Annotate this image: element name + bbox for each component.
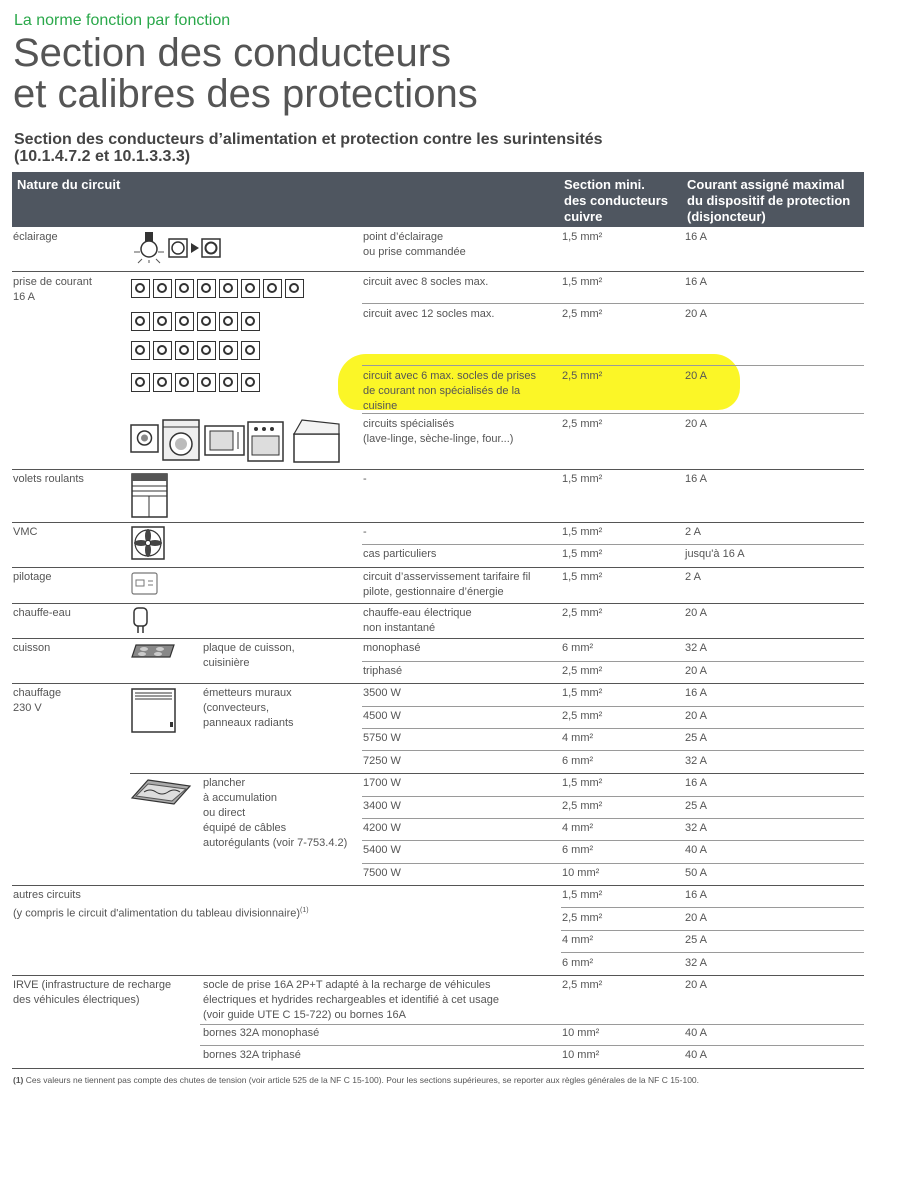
socket-icon bbox=[197, 373, 216, 392]
socket-icon bbox=[219, 373, 238, 392]
socket-icon bbox=[219, 279, 238, 298]
pilotage-circuit bbox=[363, 570, 531, 600]
pilotage-courant: 2 A bbox=[685, 571, 701, 583]
socket-icon bbox=[241, 341, 260, 360]
page-title-line1: Section des conducteurs bbox=[13, 31, 452, 75]
cuisson-r2-courant: 20 A bbox=[685, 665, 708, 677]
prise-r3-l3: cuisine bbox=[363, 400, 398, 412]
chauffage-b-3-p: 5400 W bbox=[363, 844, 401, 856]
chauffage-a-0-c: 16 A bbox=[685, 687, 708, 699]
socket-icon bbox=[153, 312, 172, 331]
pilotage-circuit-l1: circuit d’asservissement tarifaire fil bbox=[363, 571, 531, 583]
nature-prise-l1: prise de courant bbox=[13, 276, 92, 288]
socket-icon bbox=[131, 341, 150, 360]
nature-vmc: VMC bbox=[13, 526, 38, 538]
autres-2-c: 25 A bbox=[685, 934, 708, 946]
chauffage-a-3-s: 6 mm² bbox=[562, 755, 594, 767]
socket-icon bbox=[241, 312, 260, 331]
chauffage-b-1-c: 25 A bbox=[685, 800, 708, 812]
socket-icon bbox=[175, 341, 194, 360]
pilot-box-icon bbox=[131, 572, 159, 596]
vmc-r2-courant: jusqu'à 16 A bbox=[685, 548, 745, 560]
irve-r1-section: 2,5 mm² bbox=[562, 979, 603, 991]
prise-r3-l1: circuit avec 6 max. socles de prises bbox=[363, 370, 537, 382]
chauffage-b-0-c: 16 A bbox=[685, 777, 708, 789]
nature-chauffage bbox=[13, 686, 61, 716]
table-header bbox=[12, 172, 864, 227]
socket-icon bbox=[197, 341, 216, 360]
irve-r2-courant: 40 A bbox=[685, 1027, 708, 1039]
socket-icon bbox=[263, 279, 282, 298]
header-courant-l2: du dispositif de protection bbox=[687, 193, 851, 208]
socket-icon bbox=[131, 279, 150, 298]
chauffage-desc-a-l3: panneaux radiants bbox=[203, 717, 294, 729]
chauffage-b-2-p: 4200 W bbox=[363, 822, 401, 834]
chauffage-a-0-s: 1,5 mm² bbox=[562, 687, 603, 699]
cuisson-r2-circuit: triphasé bbox=[363, 665, 403, 677]
chauffage-desc-a-l1: émetteurs muraux bbox=[203, 687, 292, 699]
cuisson-r1-courant: 32 A bbox=[685, 642, 708, 654]
convector-icon bbox=[131, 688, 177, 734]
section-subtitle bbox=[14, 131, 603, 165]
nature-chauffage-l2: 230 V bbox=[13, 702, 42, 714]
chauffage-b-2-s: 4 mm² bbox=[562, 822, 594, 834]
chauffage-b-4-s: 10 mm² bbox=[562, 867, 600, 879]
cooker-icon bbox=[248, 422, 283, 461]
prise-r1-section: 1,5 mm² bbox=[562, 276, 603, 288]
prise-r4-l2: (lave-linge, sèche-linge, four...) bbox=[363, 433, 514, 445]
chauffage-b-4-c: 50 A bbox=[685, 867, 708, 879]
eclairage-circuit-l2: ou prise commandée bbox=[363, 246, 466, 258]
fan-icon bbox=[131, 526, 165, 560]
chauffage-a-3-p: 7250 W bbox=[363, 755, 401, 767]
prise-r4-circuit bbox=[363, 417, 513, 447]
socket-icon bbox=[131, 312, 150, 331]
cuisson-r1-circuit: monophasé bbox=[363, 642, 421, 654]
header-courant-l1: Courant assigné maximal bbox=[687, 177, 845, 192]
nature-irve-l1: IRVE (infrastructure de recharge bbox=[13, 979, 172, 991]
chauffage-a-2-s: 4 mm² bbox=[562, 732, 594, 744]
page-title-line2: et calibres des protections bbox=[13, 72, 478, 116]
prise-r2-section: 2,5 mm² bbox=[562, 308, 603, 320]
irve-r2-section: 10 mm² bbox=[562, 1027, 600, 1039]
page-title bbox=[13, 33, 478, 115]
cuisson-desc bbox=[203, 641, 295, 671]
vmc-r1-courant: 2 A bbox=[685, 526, 701, 538]
prise-r4-l1: circuits spécialisés bbox=[363, 418, 455, 430]
dryer-icon bbox=[163, 420, 199, 460]
header-courant bbox=[687, 177, 850, 225]
socket-icon bbox=[131, 373, 150, 392]
header-section-l3: cuivre bbox=[564, 209, 603, 224]
socket-icon bbox=[285, 279, 304, 298]
subtitle-line1: Section des conducteurs d’alimentation et protection contre les surintensités bbox=[14, 131, 603, 148]
socket-row-6 bbox=[131, 373, 263, 393]
chauffe-eau-section: 2,5 mm² bbox=[562, 607, 603, 619]
prise-r1-courant: 16 A bbox=[685, 276, 708, 288]
prise-r3-section: 2,5 mm² bbox=[562, 370, 603, 382]
nature-chauffage-l1: chauffage bbox=[13, 687, 62, 699]
chauffage-desc-b-l5: autorégulants (voir 7-753.4.2) bbox=[203, 837, 348, 849]
footnote-number: (1) bbox=[13, 1075, 24, 1085]
chauffage-a-2-c: 25 A bbox=[685, 732, 708, 744]
prise-r1-circuit: circuit avec 8 socles max. bbox=[363, 276, 489, 288]
hob-icon bbox=[130, 643, 176, 661]
chauffage-a-1-c: 20 A bbox=[685, 710, 708, 722]
nature-irve-l2: des véhicules électriques) bbox=[13, 994, 140, 1006]
prise-r4-section: 2,5 mm² bbox=[562, 418, 603, 430]
freezer-icon bbox=[294, 420, 339, 462]
chauffage-a-0-p: 3500 W bbox=[363, 687, 401, 699]
socket-icon bbox=[197, 312, 216, 331]
eclairage-section: 1,5 mm² bbox=[562, 231, 603, 243]
socket-icon bbox=[219, 341, 238, 360]
socket-row-12a bbox=[131, 312, 263, 332]
irve-r1-courant: 20 A bbox=[685, 979, 708, 991]
irve-r1-l1: socle de prise 16A 2P+T adapté à la recharge de véhicules bbox=[203, 979, 491, 991]
prise-r3-l2: de courant non spécialisés de la bbox=[363, 385, 521, 397]
vmc-r2-circuit: cas particuliers bbox=[363, 548, 437, 560]
chauffage-desc-b-l2: à accumulation bbox=[203, 792, 277, 804]
pilotage-section: 1,5 mm² bbox=[562, 571, 603, 583]
chauffage-a-3-c: 32 A bbox=[685, 755, 708, 767]
washing-machine-icon bbox=[131, 425, 158, 452]
irve-r3-circuit: bornes 32A triphasé bbox=[203, 1049, 301, 1061]
cuisson-desc-l2: cuisinière bbox=[203, 657, 250, 669]
nature-autres-l1: autres circuits bbox=[13, 889, 81, 901]
chauffage-a-1-s: 2,5 mm² bbox=[562, 710, 603, 722]
footnote-text: Ces valeurs ne tiennent pas compte des chutes de tension (voir article 525 de la NF C 15-100). Pour les sections supérieures, se reporter aux règles générales de la NF C 15-100. bbox=[23, 1075, 700, 1085]
volets-courant: 16 A bbox=[685, 473, 708, 485]
chauffage-b-0-p: 1700 W bbox=[363, 777, 401, 789]
water-heater-icon bbox=[132, 607, 150, 635]
floor-heating-icon bbox=[130, 778, 192, 808]
nature-cuisson: cuisson bbox=[13, 642, 51, 654]
socket-row-8 bbox=[131, 279, 307, 299]
chauffage-b-4-p: 7500 W bbox=[363, 867, 401, 879]
prise-r2-courant: 20 A bbox=[685, 308, 708, 320]
chauffe-eau-courant: 20 A bbox=[685, 607, 708, 619]
footnote bbox=[13, 1075, 699, 1085]
chauffage-a-2-p: 5750 W bbox=[363, 732, 401, 744]
chauffage-b-1-p: 3400 W bbox=[363, 800, 401, 812]
irve-r2-circuit: bornes 32A monophasé bbox=[203, 1027, 320, 1039]
cuisson-desc-l1: plaque de cuisson, bbox=[203, 642, 295, 654]
prise-r2-circuit: circuit avec 12 socles max. bbox=[363, 308, 495, 320]
chauffe-eau-circuit-l2: non instantané bbox=[363, 622, 436, 634]
volets-circuit: - bbox=[363, 473, 367, 485]
socket-icon bbox=[175, 312, 194, 331]
header-section-l2: des conducteurs bbox=[564, 193, 669, 208]
autres-1-s: 2,5 mm² bbox=[562, 912, 603, 924]
prise-r4-courant: 20 A bbox=[685, 418, 708, 430]
socket-icon bbox=[175, 373, 194, 392]
cuisson-r2-section: 2,5 mm² bbox=[562, 665, 603, 677]
nature-prise-l2: 16 A bbox=[13, 291, 36, 303]
nature-pilotage: pilotage bbox=[13, 571, 52, 583]
autres-1-c: 20 A bbox=[685, 912, 708, 924]
socket-icon bbox=[175, 279, 194, 298]
socket-icon bbox=[197, 279, 216, 298]
irve-r3-section: 10 mm² bbox=[562, 1049, 600, 1061]
nature-volets: volets roulants bbox=[13, 473, 84, 485]
chauffage-desc-b bbox=[203, 776, 347, 851]
vmc-r1-section: 1,5 mm² bbox=[562, 526, 603, 538]
irve-r1-circuit bbox=[203, 978, 499, 1023]
nature-irve bbox=[13, 978, 171, 1008]
oven-icon bbox=[205, 426, 244, 455]
header-section bbox=[564, 177, 668, 225]
autres-3-s: 6 mm² bbox=[562, 957, 594, 969]
socket-row-12b bbox=[131, 341, 263, 361]
socket-icon bbox=[241, 373, 260, 392]
irve-r3-courant: 40 A bbox=[685, 1049, 708, 1061]
autres-3-c: 32 A bbox=[685, 957, 708, 969]
socket-icon bbox=[153, 341, 172, 360]
chauffage-desc-b-l3: ou direct bbox=[203, 807, 246, 819]
footnote-ref: (1) bbox=[300, 907, 309, 914]
eclairage-circuit-l1: point d’éclairage bbox=[363, 231, 444, 243]
volets-section: 1,5 mm² bbox=[562, 473, 603, 485]
pilotage-circuit-l2: pilote, gestionnaire d’énergie bbox=[363, 586, 504, 598]
cuisson-r1-section: 6 mm² bbox=[562, 642, 594, 654]
chauffage-b-3-s: 6 mm² bbox=[562, 844, 594, 856]
autres-2-s: 4 mm² bbox=[562, 934, 594, 946]
chauffage-b-0-s: 1,5 mm² bbox=[562, 777, 603, 789]
socket-icon bbox=[153, 279, 172, 298]
socket-icon bbox=[241, 279, 260, 298]
header-section-l1: Section mini. bbox=[564, 177, 645, 192]
chauffage-a-1-p: 4500 W bbox=[363, 710, 401, 722]
chauffage-desc-a bbox=[203, 686, 294, 731]
subtitle-line2: (10.1.4.7.2 et 10.1.3.3.3) bbox=[14, 148, 191, 165]
nature-chauffe-eau: chauffe-eau bbox=[13, 607, 71, 619]
chauffe-eau-circuit bbox=[363, 606, 472, 636]
chauffage-desc-b-l1: plancher bbox=[203, 777, 246, 789]
socket-icon bbox=[219, 312, 238, 331]
chauffage-b-1-s: 2,5 mm² bbox=[562, 800, 603, 812]
irve-r1-l3: (voir guide UTE C 15-722) ou bornes 16A bbox=[203, 1009, 406, 1021]
prise-r3-courant: 20 A bbox=[685, 370, 708, 382]
shutter-icon bbox=[131, 473, 169, 519]
chauffage-desc-b-l4: équipé de câbles bbox=[203, 822, 287, 834]
eclairage-courant: 16 A bbox=[685, 231, 708, 243]
header-nature: Nature du circuit bbox=[17, 177, 121, 192]
nature-autres bbox=[13, 888, 309, 922]
irve-r1-l2: électriques et hydrides rechargeables et identifié à cet usage bbox=[203, 994, 499, 1006]
nature-prise bbox=[13, 275, 92, 305]
eclairage-circuit bbox=[363, 230, 466, 260]
chauffage-b-2-c: 32 A bbox=[685, 822, 708, 834]
chauffage-desc-a-l2: (convecteurs, bbox=[203, 702, 270, 714]
nature-autres-l2: (y compris le circuit d'alimentation du tableau divisionnaire) bbox=[13, 907, 301, 920]
chauffe-eau-circuit-l1: chauffe-eau électrique bbox=[363, 607, 472, 619]
header-courant-l3: (disjoncteur) bbox=[687, 209, 766, 224]
appliances-icons bbox=[130, 416, 342, 466]
autres-0-s: 1,5 mm² bbox=[562, 889, 603, 901]
vmc-r2-section: 1,5 mm² bbox=[562, 548, 603, 560]
kicker: La norme fonction par fonction bbox=[14, 12, 231, 29]
autres-0-c: 16 A bbox=[685, 889, 708, 901]
vmc-r1-circuit: - bbox=[363, 526, 367, 538]
prise-r3-circuit bbox=[363, 369, 536, 414]
chauffage-b-3-c: 40 A bbox=[685, 844, 708, 856]
dimmer-switch-icon bbox=[168, 238, 224, 260]
socket-icon bbox=[153, 373, 172, 392]
nature-eclairage: éclairage bbox=[13, 231, 58, 243]
